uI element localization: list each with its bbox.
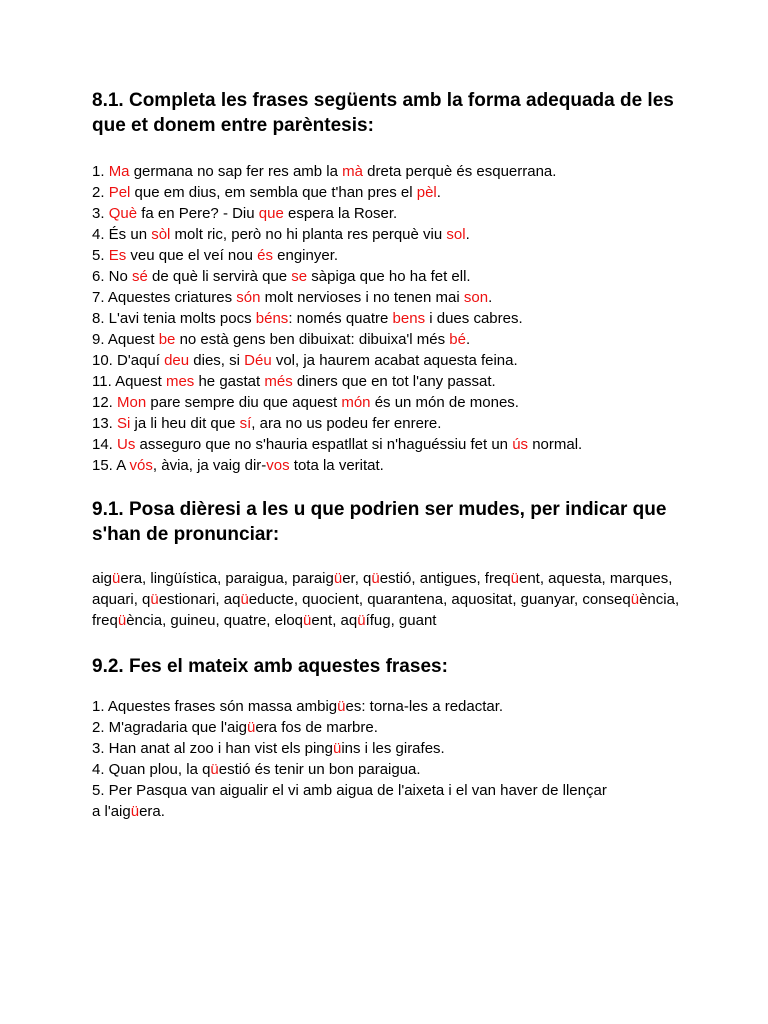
sentence-text: 14.	[92, 436, 118, 453]
sentence-item	[92, 182, 712, 203]
sentence-text: 8. L'avi tenia molts pocs	[92, 310, 256, 327]
answer-word: Què	[108, 205, 138, 222]
sentence-text: ífug, guant	[365, 612, 437, 629]
sentence-text: 4. És un	[92, 226, 152, 243]
sentence-text: vol, ja haurem acabat aquesta feina.	[271, 352, 518, 369]
answer-word: més	[264, 373, 293, 390]
sentence-text: i dues cabres.	[425, 310, 523, 327]
answer-word: sí	[239, 415, 252, 432]
exercise-9-1-paragraph	[92, 568, 692, 631]
answer-word: be	[158, 331, 176, 348]
sentence-text: 9. Aquest	[92, 331, 159, 348]
sentence-text: era fos de marbre.	[255, 719, 378, 736]
answer-word: ü	[510, 570, 519, 587]
answer-word: ü	[240, 591, 249, 608]
sentence-item	[92, 266, 712, 287]
sentence-text: sàpiga que ho ha fet ell.	[307, 268, 471, 285]
sentence-item	[92, 371, 712, 392]
answer-word: pèl	[416, 184, 437, 201]
answer-word: Es	[108, 247, 127, 264]
answer-word: Déu	[244, 352, 272, 369]
sentence-text: estió és tenir un bon paraigua.	[218, 761, 421, 778]
sentence-text: diners que en tot l'any passat.	[292, 373, 496, 390]
sentence-text: 1.	[92, 163, 109, 180]
sentence-text: 15. A	[92, 457, 130, 474]
exercise-9-2-list	[92, 696, 712, 822]
answer-word: ü	[333, 570, 343, 587]
sentence-item	[92, 780, 712, 801]
section-title-9-1: 9.1. Posa dièresi a les u que podrien ser mudes, per indicar que s'han de pronunciar:	[92, 499, 667, 545]
sentence-text: .	[465, 226, 470, 243]
sentence-item	[92, 161, 712, 182]
answer-word: ü	[332, 740, 342, 757]
answer-word: sé	[132, 268, 148, 285]
answer-word: ü	[337, 698, 346, 715]
answer-word: vos	[266, 457, 290, 474]
sentence-text: 11. Aquest	[92, 373, 166, 390]
answer-word: ü	[210, 761, 219, 778]
answer-word: ü	[630, 591, 640, 608]
sentence-item	[92, 455, 712, 476]
sentence-text: educte, quocient, quarantena, aquositat, guanyar, conseq	[248, 591, 631, 608]
sentence-text: que em dius, em sembla que t'han pres el	[130, 184, 417, 201]
answer-word: Ma	[108, 163, 130, 180]
sentence-text: 12.	[92, 394, 118, 411]
answer-word: ús	[512, 436, 529, 453]
sentence-item	[92, 224, 712, 245]
answer-word: ü	[371, 570, 380, 587]
sentence-text: : només quatre	[288, 310, 393, 327]
answer-word: Si	[117, 415, 131, 432]
sentence-text: 13.	[92, 415, 118, 432]
answer-word: sòl	[151, 226, 171, 243]
sentence-text: dreta perquè és esquerrana.	[362, 163, 557, 180]
answer-word: sol	[446, 226, 466, 243]
sentence-text: molt ric, però no hi planta res perquè viu	[170, 226, 447, 243]
section-title-8-1: 8.1. Completa les frases següents amb la forma adequada de les que et donem entre parèntesis:	[92, 90, 674, 136]
answer-word: mes	[165, 373, 195, 390]
sentence-text: de què li servirà que	[147, 268, 292, 285]
answer-word: que	[258, 205, 284, 222]
sentence-item	[92, 392, 712, 413]
sentence-item	[92, 350, 712, 371]
answer-word: ü	[130, 803, 140, 820]
sentence-text: dies, si	[189, 352, 245, 369]
sentence-text: 1. Aquestes frases són massa ambig	[92, 698, 338, 715]
sentence-item	[92, 329, 712, 350]
answer-word: bens	[392, 310, 426, 327]
sentence-text: pare sempre diu que aquest	[146, 394, 342, 411]
sentence-item	[92, 738, 712, 759]
answer-word: béns	[255, 310, 289, 327]
sentence-text: a l'aig	[92, 803, 131, 820]
sentence-text: .	[488, 289, 493, 306]
sentence-text: 2.	[92, 184, 109, 201]
answer-word: és	[257, 247, 273, 264]
sentence-item	[92, 717, 712, 738]
section-title-9-2: 9.2. Fes el mateix amb aquestes frases:	[92, 656, 448, 677]
sentence-text: 5. Per Pasqua van aigualir el vi amb aigua de l'aixeta i el van haver de llençar	[92, 782, 607, 799]
exercise-8-1-list	[92, 161, 712, 476]
sentence-text: aig	[92, 570, 113, 587]
answer-word: Us	[117, 436, 136, 453]
answer-word: ü	[150, 591, 159, 608]
sentence-item	[92, 434, 712, 455]
sentence-item	[92, 759, 712, 780]
sentence-text: era, lingüística, paraigua, paraig	[120, 570, 334, 587]
sentence-item	[92, 413, 712, 434]
sentence-text: 3. Han anat al zoo i han vist els ping	[92, 740, 333, 757]
sentence-item	[92, 287, 712, 308]
sentence-text: era.	[139, 803, 165, 820]
sentence-text: molt nervioses i no tenen mai	[260, 289, 464, 306]
sentence-text: asseguro que no s'hauria espatllat si n'haguéssiu fet un	[135, 436, 513, 453]
sentence-item	[92, 245, 712, 266]
sentence-text: ent, aq	[311, 612, 358, 629]
sentence-text: 5.	[92, 247, 109, 264]
sentence-text: veu que el veí nou	[126, 247, 258, 264]
answer-word: Mon	[117, 394, 147, 411]
sentence-text: normal.	[528, 436, 583, 453]
sentence-text: ència, guineu, quatre, eloq	[126, 612, 304, 629]
sentence-text: , àvia, ja vaig dir-	[152, 457, 267, 474]
sentence-text: , ara no us podeu fer enrere.	[251, 415, 442, 432]
sentence-text: tota la veritat.	[289, 457, 384, 474]
answer-word: ü	[303, 612, 312, 629]
sentence-text: 3.	[92, 205, 109, 222]
sentence-text: estionari, aq	[158, 591, 241, 608]
sentence-text: 7. Aquestes criatures	[92, 289, 237, 306]
answer-word: son	[463, 289, 489, 306]
answer-word: Pel	[108, 184, 131, 201]
answer-word: ü	[117, 612, 127, 629]
sentence-item	[92, 308, 712, 329]
answer-word: vós	[129, 457, 153, 474]
sentence-item	[92, 801, 712, 822]
sentence-text: 4. Quan plou, la q	[92, 761, 211, 778]
sentence-text: és un món de mones.	[370, 394, 519, 411]
sentence-text: fa en Pere? - Diu	[137, 205, 259, 222]
sentence-text: he gastat	[194, 373, 265, 390]
sentence-text: estió, antigues, freq	[379, 570, 511, 587]
answer-word: són	[236, 289, 261, 306]
sentence-text: espera la Roser.	[283, 205, 398, 222]
answer-word: món	[341, 394, 371, 411]
sentence-item	[92, 203, 712, 224]
sentence-text: .	[436, 184, 441, 201]
sentence-item	[92, 696, 712, 717]
sentence-text: 2. M'agradaria que l'aig	[92, 719, 247, 736]
answer-word: deu	[164, 352, 190, 369]
sentence-text: enginyer.	[272, 247, 339, 264]
sentence-text: er, q	[342, 570, 372, 587]
sentence-text: no està gens ben dibuixat: dibuixa'l més	[175, 331, 450, 348]
answer-word: bé	[449, 331, 466, 348]
sentence-text: ja li heu dit que	[130, 415, 240, 432]
answer-word: mà	[342, 163, 363, 180]
sentence-text: ins i les girafes.	[341, 740, 445, 757]
sentence-text: 10. D'aquí	[92, 352, 165, 369]
sentence-text: ent, aquesta, marques, aquari, q	[92, 570, 673, 608]
sentence-text: germana no sap fer res amb la	[129, 163, 343, 180]
answer-word: ü	[357, 612, 366, 629]
answer-word: ü	[112, 570, 121, 587]
sentence-text: es: torna-les a redactar.	[345, 698, 504, 715]
sentence-text: .	[465, 331, 471, 348]
answer-word: ü	[247, 719, 256, 736]
sentence-text: ència, freq	[92, 591, 680, 629]
sentence-text: 6. No	[92, 268, 133, 285]
answer-word: se	[291, 268, 308, 285]
